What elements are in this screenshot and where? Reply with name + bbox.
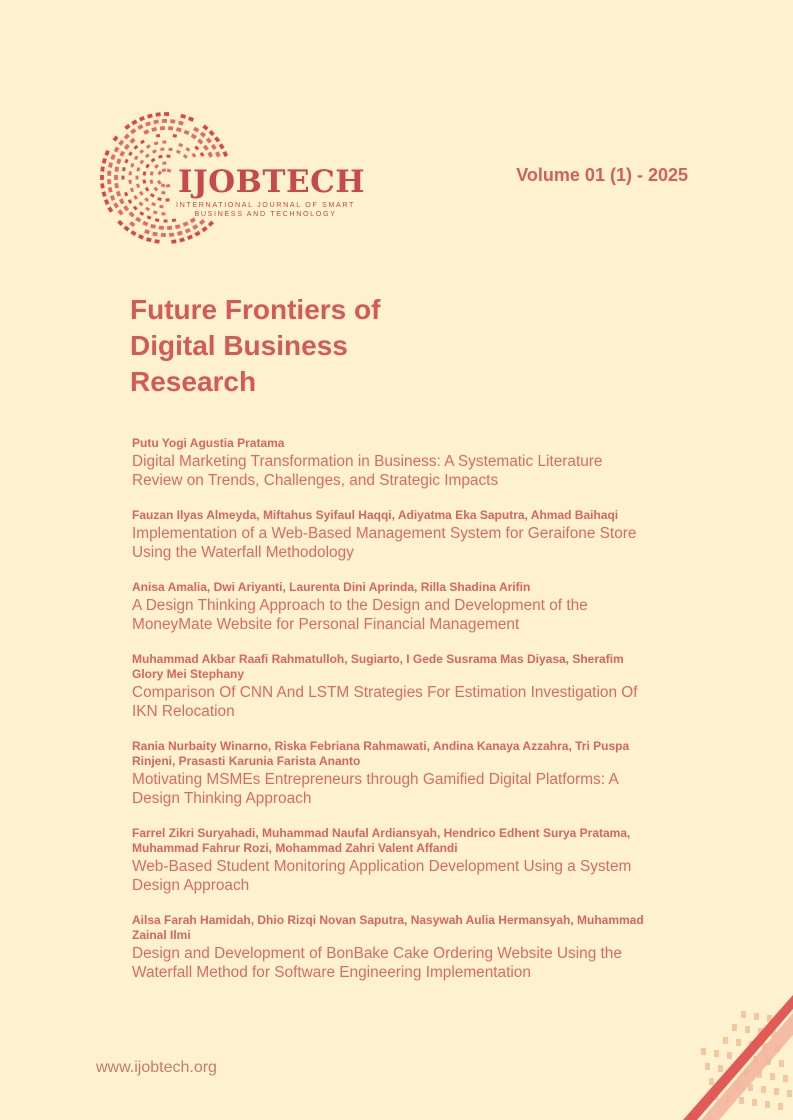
logo-name: IJOBTECH: [178, 164, 366, 200]
article-list: [132, 436, 652, 1000]
article-title: A Design Thinking Approach to the Design and Development of the MoneyMate Website for Personal Financial Management: [132, 597, 588, 633]
article-item: [132, 580, 652, 634]
logo-subtitle: INTERNATIONAL JOURNAL OF SMART BUSINESS AND TECHNOLOGY: [176, 200, 355, 218]
article-authors: Farrel Zikri Suryahadi, Muhammad Naufal Ardiansyah, Hendrico Edhent Surya Pratama, Muhammad Fahrur Rozi, Mohammad Zahri Valent Affandi: [132, 826, 631, 855]
article-item: [132, 508, 652, 562]
article-item: [132, 826, 652, 895]
article-title: Web-Based Student Monitoring Application Development Using a System Design Approach: [132, 858, 632, 894]
article-authors: Rania Nurbaity Winarno, Riska Febriana Rahmawati, Andina Kanaya Azzahra, Tri Puspa Rinjeni, Prasasti Karunia Farista Ananto: [132, 739, 630, 768]
article-title: Design and Development of BonBake Cake Ordering Website Using the Waterfall Method for Software Engineering Implementation: [132, 945, 622, 981]
article-authors: Muhammad Akbar Raafi Rahmatulloh, Sugiarto, I Gede Susrama Mas Diyasa, Sherafim Glory Mei Stephany: [132, 652, 624, 681]
article-item: [132, 436, 652, 490]
article-item: [132, 913, 652, 982]
article-title: Digital Marketing Transformation in Business: A Systematic Literature Review on Trends, Challenges, and Strategic Impacts: [132, 453, 603, 489]
article-authors: Fauzan Ilyas Almeyda, Miftahus Syifaul Haqqi, Adiyatma Eka Saputra, Ahmad Baihaqi: [132, 508, 619, 522]
article-title: Motivating MSMEs Entrepreneurs through Gamified Digital Platforms: A Design Thinking Approach: [132, 771, 618, 807]
article-authors: Ailsa Farah Hamidah, Dhio Rizqi Novan Saputra, Nasywah Aulia Hermansyah, Muhammad Zainal Ilmi: [132, 913, 644, 942]
footer-url[interactable]: www.ijobtech.org: [96, 1059, 217, 1076]
corner-decoration: [683, 995, 793, 1120]
article-authors: Putu Yogi Agustia Pratama: [132, 436, 285, 450]
article-item: [132, 652, 652, 721]
issue-title: Future Frontiers of Digital Business Research: [130, 294, 381, 397]
article-title: Implementation of a Web-Based Management System for Geraifone Store Using the Waterfall Methodology: [132, 525, 637, 561]
article-title: Comparison Of CNN And LSTM Strategies For Estimation Investigation Of IKN Relocation: [132, 684, 638, 720]
volume-label: Volume 01 (1) - 2025: [516, 165, 688, 185]
article-item: [132, 739, 652, 808]
article-authors: Anisa Amalia, Dwi Ariyanti, Laurenta Dini Aprinda, Rilla Shadina Arifin: [132, 580, 531, 594]
journal-logo: [100, 108, 370, 248]
